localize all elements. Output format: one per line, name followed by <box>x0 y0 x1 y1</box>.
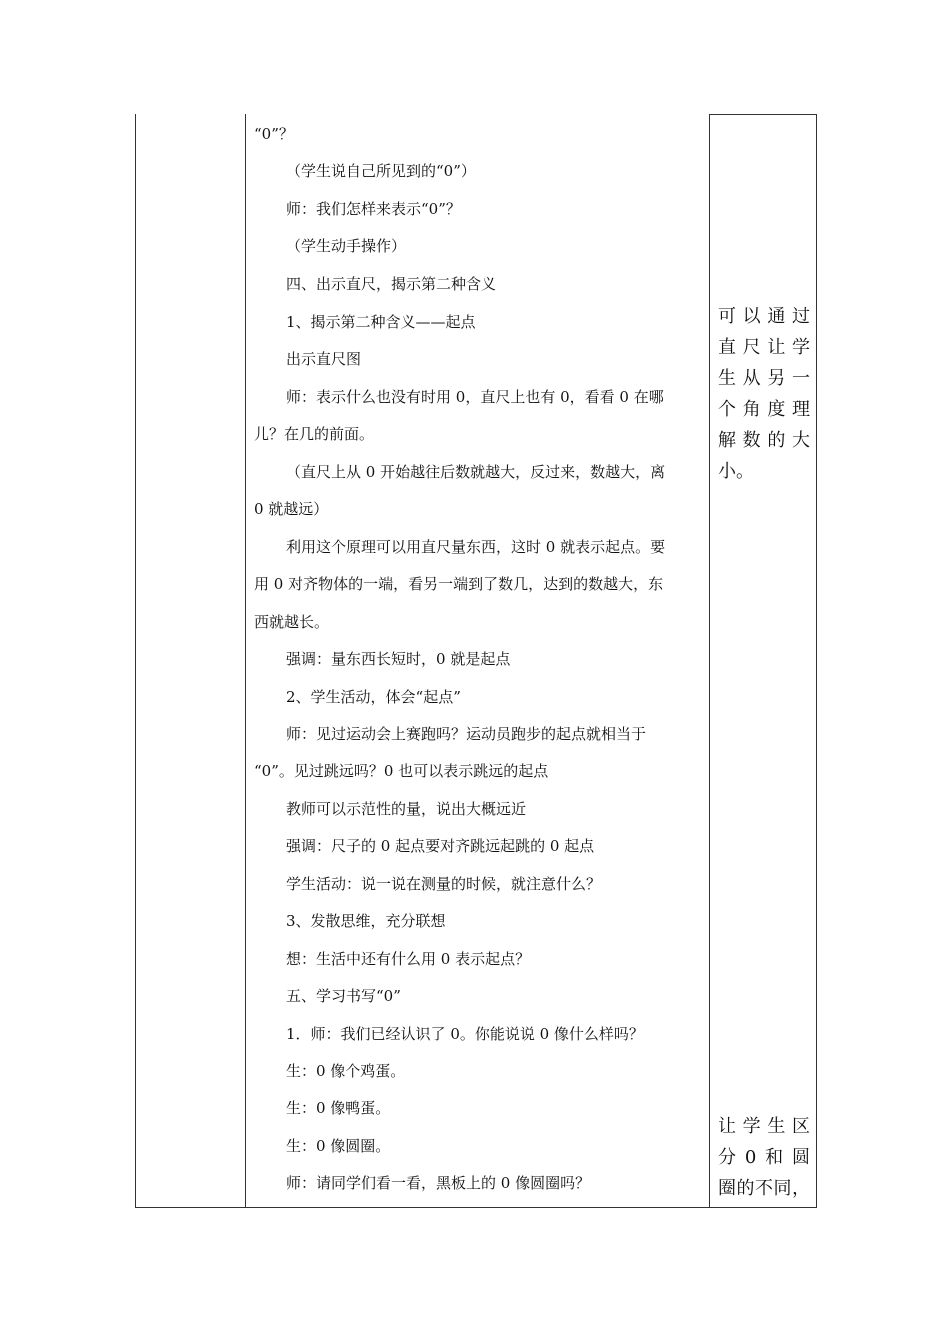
text-line: 强调：尺子的 0 起点要对齐跳远起跳的 0 起点 <box>286 837 595 855</box>
text-line: 3、发散思维，充分联想 <box>286 912 446 930</box>
text-line: 2、学生活动，体会“起点” <box>286 688 461 706</box>
text-line: 1．师：我们已经认识了 0。你能说说 0 像什么样吗？ <box>286 1025 644 1043</box>
note-line: 小 。 <box>718 461 754 482</box>
text-line: 师：表示什么也没有时用 0，直尺上也有 0，看看 0 在哪 <box>286 388 664 406</box>
note-line: 圈 的 不 同 ， <box>718 1178 810 1199</box>
text-line: （直尺上从 0 开始越往后数就越大，反过来，数越大，离 <box>286 463 666 481</box>
text-line: 想：生活中还有什么用 0 表示起点？ <box>286 950 531 968</box>
note-line: 可 以 通 过 <box>718 306 810 327</box>
text-line: 师：见过运动会上赛跑吗？运动员跑步的起点就相当于 <box>286 725 647 743</box>
column-divider <box>709 114 710 1208</box>
text-line: 用 0 对齐物体的一端，看另一端到了数几，达到的数越大，东 <box>254 575 664 593</box>
text-line: 生：0 像个鸡蛋。 <box>286 1062 406 1080</box>
text-line: 出示直尺图 <box>286 350 362 368</box>
text-line: 教师可以示范性的量，说出大概远近 <box>286 800 527 818</box>
note-line: 解 数 的 大 <box>718 430 810 451</box>
column-divider <box>816 114 817 1208</box>
note-line: 个 角 度 理 <box>718 399 810 420</box>
text-line: 利用这个原理可以用直尺量东西，这时 0 就表示起点。要 <box>286 538 666 556</box>
text-line: （学生动手操作） <box>286 237 407 255</box>
text-line: 师：我们怎样来表示“0”？ <box>286 200 461 218</box>
text-line: 生：0 像鸭蛋。 <box>286 1099 391 1117</box>
text-line: （学生说自己所见到的“0”） <box>286 162 476 180</box>
note-line: 分 0 和 圆 <box>718 1147 810 1168</box>
text-line: 生：0 像圆圈。 <box>286 1137 391 1155</box>
note-line: 直 尺 让 学 <box>718 337 810 358</box>
text-line: 师：请同学们看一看，黑板上的 0 像圆圈吗？ <box>286 1174 591 1192</box>
section-heading: 四、出示直尺，揭示第二种含义 <box>286 275 497 293</box>
column-divider <box>245 114 246 1208</box>
text-line: 学生活动：说一说在测量的时候，就注意什么？ <box>286 875 602 893</box>
note-line: 让 学 生 区 <box>718 1116 810 1137</box>
text-line: 西就越长。 <box>254 613 330 631</box>
note-line: 生 从 另 一 <box>718 368 810 389</box>
text-line: 强调：量东西长短时，0 就是起点 <box>286 650 511 668</box>
text-line: 儿？在几的前面。 <box>254 425 375 443</box>
text-line: 1、揭示第二种含义——起点 <box>286 313 476 331</box>
text-line: “0”？ <box>254 125 294 143</box>
text-line: “0”。见过跳远吗？0 也可以表示跳远的起点 <box>254 762 549 780</box>
note-cell-top-border <box>709 114 817 115</box>
section-heading: 五、学习书写“0” <box>286 987 401 1005</box>
text-line: 0 就越远） <box>254 500 329 518</box>
